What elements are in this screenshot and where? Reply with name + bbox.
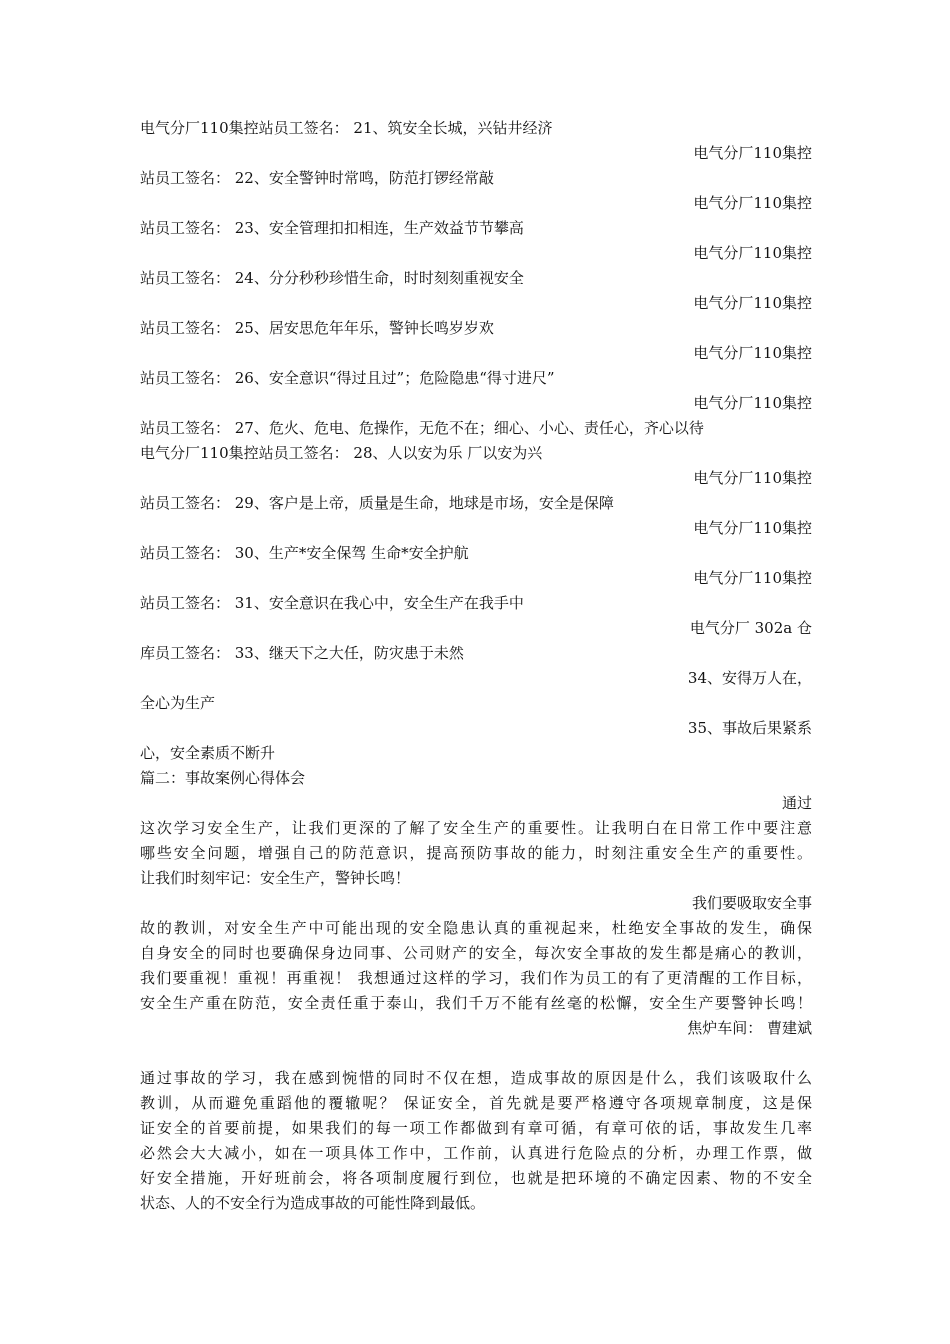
- text-line: 站员工签名： 23、安全管理扣扣相连，生产效益节节攀高: [140, 219, 524, 237]
- text-line: 站员工签名： 30、生产*安全保驾 生命*安全护航: [140, 544, 469, 562]
- text-line: 心，安全素质不断升: [140, 744, 276, 762]
- text-line: 站员工签名： 26、安全意识“得过且过”；危险隐患“得寸进尺”: [140, 369, 555, 387]
- text-line: 通过: [781, 794, 812, 812]
- text-line: 站员工签名： 29、客户是上帝，质量是生命，地球是市场，安全是保障: [140, 494, 614, 512]
- text-line: 35、事故后果紧系: [687, 719, 812, 737]
- text-line: 这次学习安全生产，让我们更深的了解了安全生产的重要性。让我明白在日常工作中要注意: [140, 819, 812, 837]
- text-line: 哪些安全问题，增强自己的防范意识，提高预防事故的能力，时刻注重安全生产的重要性。: [140, 844, 812, 862]
- text-line: 站员工签名： 24、分分秒秒珍惜生命，时时刻刻重视安全: [140, 269, 524, 287]
- text-line: 电气分厂110集控站员工签名： 21、筑安全长城，兴钻井经济: [140, 119, 553, 137]
- text-line: 电气分厂110集控: [693, 394, 812, 412]
- text-line: 电气分厂110集控: [693, 569, 812, 587]
- text-line: 站员工签名： 31、安全意识在我心中，安全生产在我手中: [140, 594, 524, 612]
- text-line: 必然会大大减小，如在一项具体工作中，工作前，认真进行危险点的分析，办理工作票，做: [140, 1144, 812, 1162]
- text-line: 通过事故的学习，我在感到惋惜的同时不仅在想，造成事故的原因是什么，我们该吸取什么: [140, 1069, 812, 1087]
- text-line: 站员工签名： 25、居安思危年年乐，警钟长鸣岁岁欢: [140, 319, 494, 337]
- text-line: 好安全措施，开好班前会，将各项制度履行到位，也就是把环境的不确定因素、物的不安全: [140, 1169, 812, 1187]
- text-line: 安全生产重在防范，安全责任重于泰山，我们千万不能有丝毫的松懈，安全生产要警钟长鸣！: [140, 994, 812, 1012]
- text-line: 电气分厂110集控: [693, 469, 812, 487]
- document-page: [140, 116, 812, 1216]
- text-line: 34、安得万人在，: [687, 669, 812, 687]
- text-line: 教训，从而避免重蹈他的覆辙呢？ 保证安全，首先就是要严格遵守各项规章制度，这是保: [140, 1094, 812, 1112]
- text-line: 电气分厂110集控: [693, 144, 812, 162]
- text-line: 站员工签名： 27、危火、危电、危操作，无危不在；细心、小心、责任心，齐心以待: [140, 419, 704, 437]
- text-line: 站员工签名： 22、安全警钟时常鸣，防范打锣经常敲: [140, 169, 494, 187]
- text-line: 库员工签名： 33、继天下之大任，防灾患于未然: [140, 644, 464, 662]
- section-heading: 篇二：事故案例心得体会: [140, 769, 306, 787]
- text-line: 自身安全的同时也要确保身边同事、公司财产的安全，每次安全事故的发生都是痛心的教训，: [140, 944, 812, 962]
- text-line: 状态、人的不安全行为造成事故的可能性降到最低。: [140, 1194, 486, 1212]
- text-line: 电气分厂110集控: [693, 519, 812, 537]
- text-line: 电气分厂110集控: [693, 344, 812, 362]
- text-line: 我们要重视！重视！再重视！ 我想通过这样的学习，我们作为员工的有了更清醒的工作目标，: [140, 969, 812, 987]
- text-line: 电气分厂110集控: [693, 244, 812, 262]
- author-signature: 焦炉车间： 曹建斌: [687, 1019, 812, 1037]
- text-line: 电气分厂110集控站员工签名： 28、人以安为乐 厂以安为兴: [140, 444, 543, 462]
- text-line: 全心为生产: [140, 694, 216, 712]
- text-line: 电气分厂110集控: [693, 194, 812, 212]
- text-line: 我们要吸取安全事: [691, 894, 812, 912]
- paragraph-gap: [140, 1041, 812, 1066]
- text-line: 证安全的首要前提，如果我们的每一项工作都做到有章可循，有章可依的话，事故发生几率: [140, 1119, 812, 1137]
- text-line: 电气分厂 302a 仓: [689, 619, 812, 637]
- text-line: 故的教训，对安全生产中可能出现的安全隐患认真的重视起来，杜绝安全事故的发生，确保: [140, 919, 812, 937]
- text-line: 电气分厂110集控: [693, 294, 812, 312]
- text-line: 让我们时刻牢记：安全生产，警钟长鸣！: [140, 869, 411, 887]
